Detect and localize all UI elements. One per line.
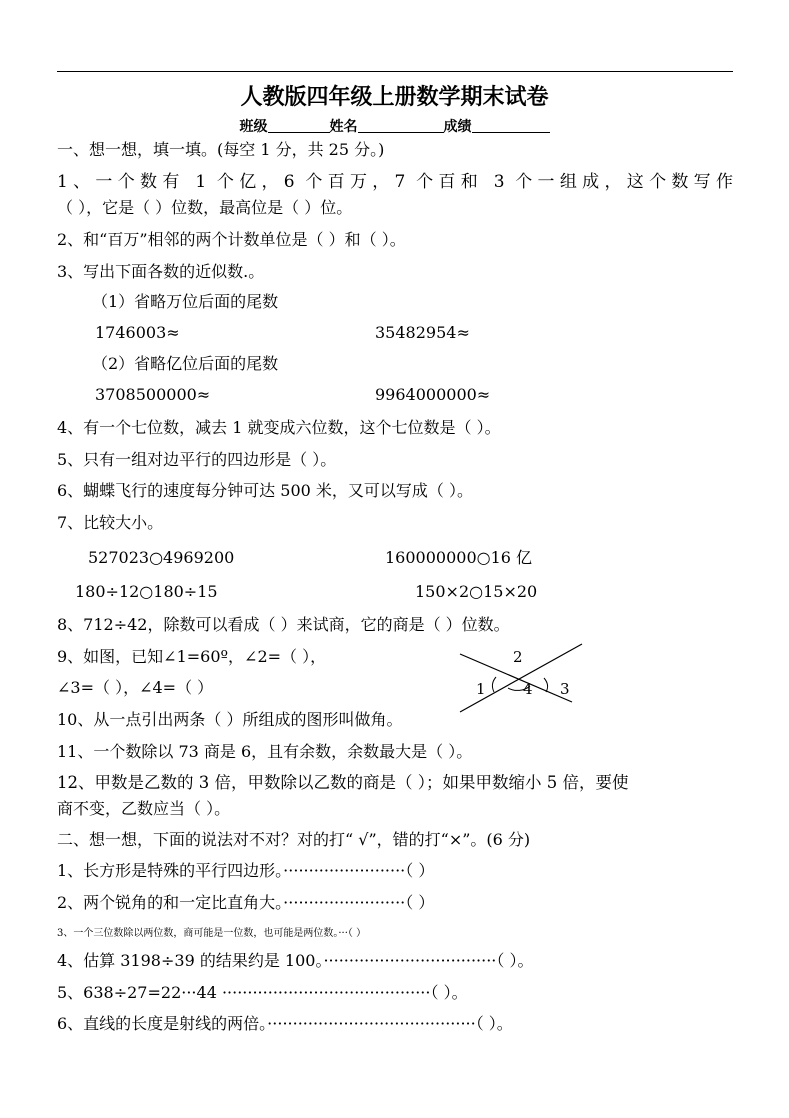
tf-item-2: 2、两个锐角的和一定比直角大。························（ ） <box>57 893 435 912</box>
section1-heading: 一、想一想，填一填。(每空 1 分，共 25 分。) <box>57 140 385 159</box>
class-blank[interactable] <box>268 118 330 133</box>
q1-line1: 1、一个数有 1 个亿，6 个百万，7 个百和 3 个一组成，这个数写作 <box>57 172 733 192</box>
angle-figure <box>456 640 586 718</box>
angle-label-2: 2 <box>513 648 523 666</box>
q2: 2、和“百万”相邻的两个计数单位是（ ）和（ ）。 <box>57 230 406 249</box>
tf-item-4: 4、估算 3198÷39 的结果约是 100。··································（ ）。 <box>57 951 534 970</box>
q9-line2: ∠3=（ ），∠4=（ ） <box>57 678 214 697</box>
angle-label-4: 4 <box>523 680 533 698</box>
q3-sub1: （1）省略万位后面的尾数 <box>92 292 279 311</box>
score-label: 成绩 <box>443 119 472 135</box>
q12-line1: 12、甲数是乙数的 3 倍，甲数除以乙数的商是（ ）；如果甲数缩小 5 倍，要使 <box>57 773 629 792</box>
q7-compare-d: 150×2○15×20 <box>415 582 538 601</box>
q3-d: 9964000000≈ <box>375 385 491 404</box>
tf-item-3: 3、一个三位数除以两位数，商可能是一位数，也可能是两位数。···（ ） <box>57 928 367 939</box>
q3-sub2: （2）省略亿位后面的尾数 <box>92 354 279 373</box>
angle-label-3: 3 <box>560 680 570 698</box>
q3-a: 1746003≈ <box>95 323 180 342</box>
q7-compare-a: 527023○4969200 <box>88 548 235 567</box>
tf-item-1: 1、长方形是特殊的平行四边形。························（ ） <box>57 861 435 880</box>
q8: 8、712÷42，除数可以看成（ ）来试商，它的商是（ ）位数。 <box>57 615 510 634</box>
score-blank[interactable] <box>472 118 550 133</box>
name-label: 姓名 <box>329 119 358 135</box>
q6: 6、蝴蝶飞行的速度每分钟可达 500 米，又可以写成（ ）。 <box>57 481 473 500</box>
q4: 4、有一个七位数，减去 1 就变成六位数，这个七位数是（ ）。 <box>57 418 501 437</box>
q7: 7、比较大小。 <box>57 513 164 532</box>
page-title: 人教版四年级上册数学期末试卷 <box>240 85 549 110</box>
q1-line2: （ ），它是（ ）位数，最高位是（ ）位。 <box>57 198 353 217</box>
q7-compare-c: 180÷12○180÷15 <box>75 582 218 601</box>
tf-item-6: 6、直线的长度是射线的两倍。·········································（ ）。 <box>57 1014 513 1033</box>
name-blank[interactable] <box>358 118 444 133</box>
angle-label-1: 1 <box>476 680 486 698</box>
tf-item-5: 5、638÷27=22···44 ·········································（ ）。 <box>57 983 468 1002</box>
q3: 3、写出下面各数的近似数.。 <box>57 262 265 281</box>
q9-line1: 9、如图，已知∠1=60º，∠2=（ ）， <box>57 647 327 666</box>
q5: 5、只有一组对边平行的四边形是（ ）。 <box>57 450 337 469</box>
q10: 10、从一点引出两条（ ）所组成的图形叫做角。 <box>57 710 403 729</box>
top-rule <box>57 71 733 72</box>
section2-heading: 二、想一想，下面的说法对不对？对的打“ √”，错的打“×”。(6 分) <box>57 830 531 849</box>
student-info-line <box>0 116 789 136</box>
angle-arc-1 <box>492 677 496 692</box>
q3-c: 3708500000≈ <box>95 385 211 404</box>
q11: 11、一个数除以 73 商是 6，且有余数，余数最大是（ ）。 <box>57 742 473 761</box>
class-label: 班级 <box>239 119 268 135</box>
q7-compare-b: 160000000○16 亿 <box>385 548 533 567</box>
q3-b: 35482954≈ <box>375 323 470 342</box>
q12-line2: 商不变，乙数应当（ ）。 <box>57 799 231 818</box>
